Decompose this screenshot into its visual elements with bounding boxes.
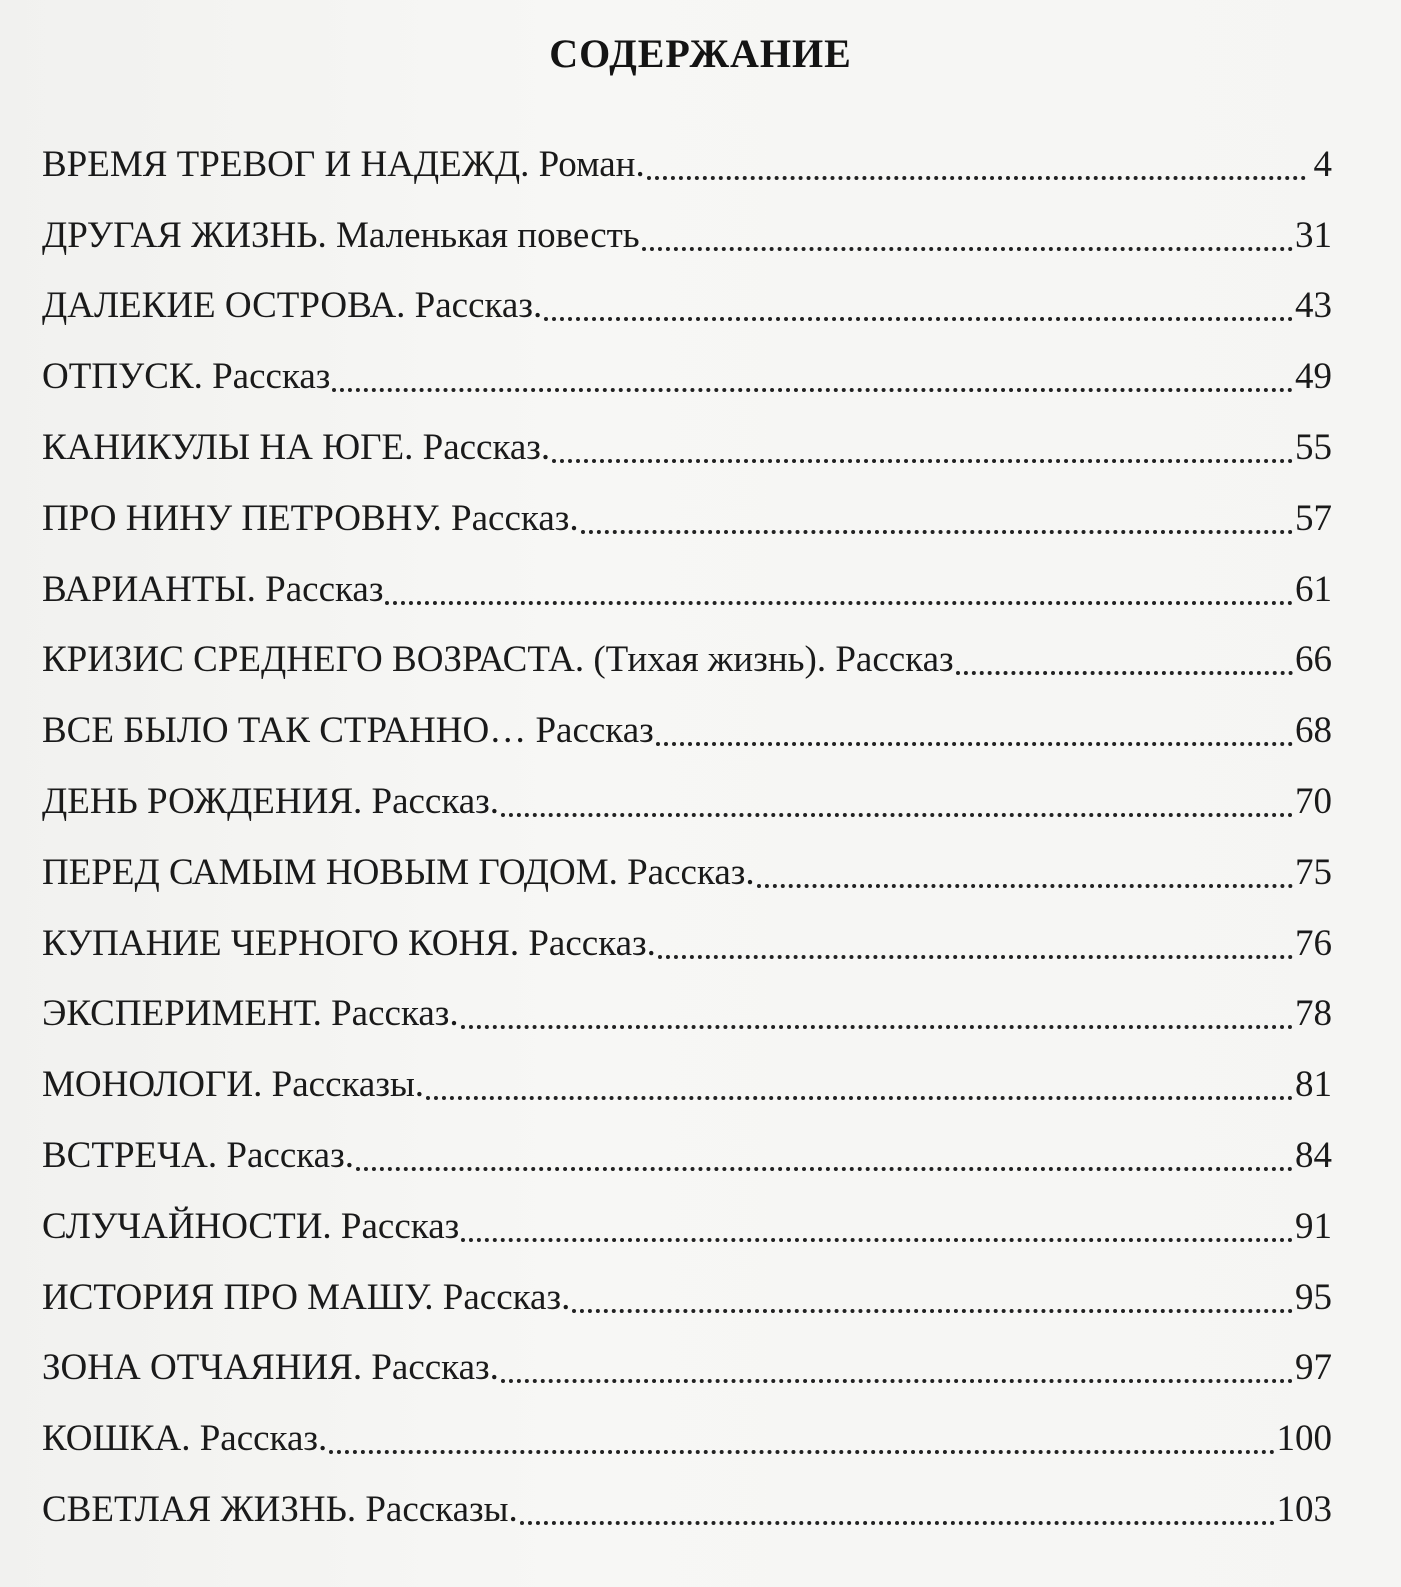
toc-entry-title: ВРЕМЯ ТРЕВОГ И НАДЕЖД. Роман. (42, 143, 645, 185)
toc-entry-title: ВСЕ БЫЛО ТАК СТРАННО… Рассказ (42, 710, 654, 752)
toc-leader-dots (656, 712, 1293, 746)
toc-entry (42, 897, 1332, 968)
toc-leader-dots (385, 571, 1293, 605)
toc-entry (42, 755, 1332, 826)
toc-entry (42, 1109, 1332, 1180)
toc-entry-page: 4 (1313, 143, 1332, 185)
toc-entry-title: КОШКА. Рассказ. (42, 1418, 328, 1460)
toc-entry-page: 66 (1295, 639, 1332, 681)
toc-entry-title: СВЕТЛАЯ ЖИЗНЬ. Рассказы. (42, 1488, 518, 1530)
toc-entry-title: ЭКСПЕРИМЕНТ. Рассказ. (42, 993, 459, 1035)
toc-entry-page: 57 (1295, 497, 1332, 539)
toc-leader-dots (658, 925, 1293, 959)
toc-entry-page: 61 (1295, 568, 1332, 610)
toc-entry (42, 1463, 1332, 1534)
toc-entry (42, 614, 1332, 685)
toc-entry-title: КРИЗИС СРЕДНЕГО ВОЗРАСТА. (Тихая жизнь). Рассказ (42, 639, 954, 681)
toc-entry-title: ДАЛЕКИЕ ОСТРОВА. Рассказ. (42, 285, 543, 327)
toc-entry-title: СЛУЧАЙНОСТИ. Рассказ (42, 1205, 460, 1247)
toc-entry-page: 78 (1295, 993, 1332, 1035)
toc-entry (42, 543, 1332, 614)
toc-leader-dots (572, 1279, 1293, 1313)
toc-entry-page: 70 (1295, 780, 1332, 822)
toc-entry (42, 472, 1332, 543)
toc-leader-dots (329, 1420, 1274, 1454)
toc-entry-title: ИСТОРИЯ ПРО МАШУ. Рассказ. (42, 1276, 571, 1318)
toc-entry (42, 826, 1332, 897)
toc-entry-page: 100 (1276, 1418, 1332, 1460)
toc-leader-dots (647, 146, 1306, 180)
toc-entry (42, 1322, 1332, 1393)
toc-entry (42, 1180, 1332, 1251)
toc-leader-dots (757, 854, 1293, 888)
toc-leader-dots (501, 783, 1293, 817)
toc-entry-title: ВСТРЕЧА. Рассказ. (42, 1134, 354, 1176)
table-of-contents (42, 118, 1332, 1534)
toc-entry (42, 1038, 1332, 1109)
toc-leader-dots (642, 217, 1293, 251)
toc-entry-page: 81 (1295, 1064, 1332, 1106)
toc-entry-page: 31 (1295, 214, 1332, 256)
toc-leader-dots (552, 429, 1293, 463)
toc-entry-page: 76 (1295, 922, 1332, 964)
toc-entry-title: МОНОЛОГИ. Рассказы. (42, 1064, 425, 1106)
toc-entry (42, 684, 1332, 755)
toc-leader-dots (581, 500, 1293, 534)
toc-leader-dots (956, 641, 1293, 675)
toc-entry (42, 330, 1332, 401)
toc-entry (42, 1251, 1332, 1322)
toc-leader-dots (520, 1491, 1275, 1525)
toc-entry-title: ЗОНА ОТЧАЯНИЯ. Рассказ. (42, 1347, 499, 1389)
toc-entry (42, 118, 1332, 189)
toc-leader-dots (501, 1349, 1293, 1383)
toc-entry-page: 49 (1295, 356, 1332, 398)
toc-entry-page: 97 (1295, 1347, 1332, 1389)
toc-leader-dots (461, 995, 1293, 1029)
page-title: СОДЕРЖАНИЕ (549, 31, 852, 76)
toc-entry-page: 55 (1295, 426, 1332, 468)
toc-leader-dots (461, 1208, 1293, 1242)
toc-entry-title: ПЕРЕД САМЫМ НОВЫМ ГОДОМ. Рассказ. (42, 851, 755, 893)
toc-entry-page: 103 (1276, 1488, 1332, 1530)
toc-entry-title: КАНИКУЛЫ НА ЮГЕ. Рассказ. (42, 426, 551, 468)
toc-leader-dots (332, 358, 1293, 392)
toc-entry-page: 75 (1295, 851, 1332, 893)
toc-entry-page: 43 (1295, 285, 1332, 327)
toc-entry (42, 189, 1332, 260)
toc-entry (42, 401, 1332, 472)
toc-entry-page: 68 (1295, 710, 1332, 752)
toc-entry-title: ОТПУСК. Рассказ (42, 356, 331, 398)
toc-entry (42, 260, 1332, 331)
toc-entry-page: 91 (1295, 1205, 1332, 1247)
toc-entry-title: ПРО НИНУ ПЕТРОВНУ. Рассказ. (42, 497, 579, 539)
toc-leader-dots (544, 287, 1293, 321)
toc-entry-title: КУПАНИЕ ЧЕРНОГО КОНЯ. Рассказ. (42, 922, 656, 964)
toc-entry-title: ДРУГАЯ ЖИЗНЬ. Маленькая повесть (42, 214, 640, 256)
toc-entry-page: 84 (1295, 1134, 1332, 1176)
toc-entry (42, 968, 1332, 1039)
toc-entry-title: ДЕНЬ РОЖДЕНИЯ. Рассказ. (42, 780, 500, 822)
toc-entry (42, 1392, 1332, 1463)
toc-leader-dots (356, 1137, 1293, 1171)
toc-leader-dots (426, 1066, 1293, 1100)
toc-entry-page: 95 (1295, 1276, 1332, 1318)
toc-entry-title: ВАРИАНТЫ. Рассказ (42, 568, 384, 610)
